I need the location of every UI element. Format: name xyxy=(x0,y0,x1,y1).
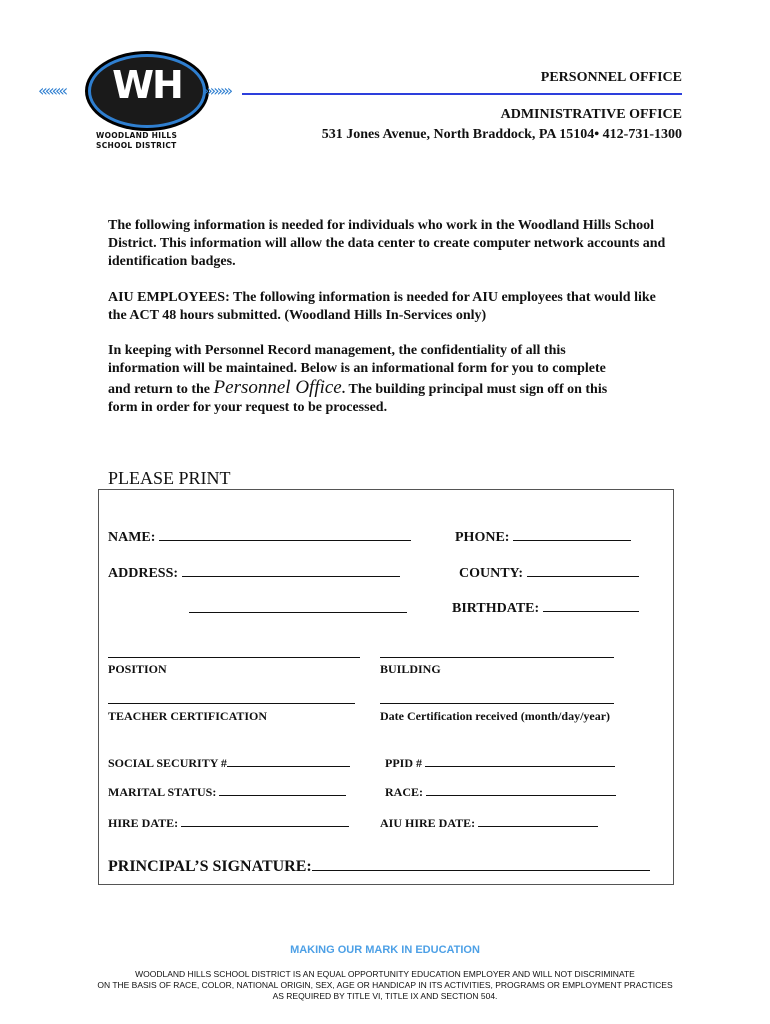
office-title: PERSONNEL OFFICE xyxy=(540,70,682,85)
race-input-line[interactable] xyxy=(426,783,616,796)
county-field xyxy=(459,564,639,582)
address-input-line[interactable] xyxy=(182,564,400,577)
logo-school-name-line2: SCHOOL DISTRICT xyxy=(96,141,177,150)
position-input-line[interactable] xyxy=(108,657,360,658)
principal-signature-field xyxy=(108,857,650,876)
intro-return-text: and return to the xyxy=(108,382,214,397)
header-divider xyxy=(242,93,682,95)
intro-paragraph-3-line1: In keeping with Personnel Record management, the confidentiality of all this xyxy=(108,343,566,358)
name-input-line[interactable] xyxy=(159,528,411,541)
name-field xyxy=(108,528,411,546)
race-field xyxy=(385,783,616,800)
ssn-input-line[interactable] xyxy=(227,754,350,767)
aiu-hire-date-field xyxy=(380,814,598,831)
ppid-label: PPID # xyxy=(385,756,422,770)
disclaimer-line1: WOODLAND HILLS SCHOOL DISTRICT IS AN EQUAL OPPORTUNITY EDUCATION EMPLOYER AND WILL NOT DISCRIMINATE xyxy=(135,969,635,979)
footer-motto: MAKING OUR MARK IN EDUCATION xyxy=(290,944,480,956)
office-address: 531 Jones Avenue, North Braddock, PA 15104• 412-731-1300 xyxy=(321,127,682,142)
logo-emblem xyxy=(88,54,206,128)
intro-paragraph-3-line2: information will be maintained. Below is an informational form for you to complete xyxy=(108,361,606,376)
intro-paragraph-2: AIU EMPLOYEES: The following information is needed for AIU employees that would like the ACT 48 hours submitted. (Woodland Hills In-Services only) xyxy=(108,290,656,323)
county-label: COUNTY: xyxy=(459,566,524,581)
intro-paragraph-1: The following information is needed for individuals who work in the Woodland Hills School District. This information will allow the data center to create computer network accounts and identification badges. xyxy=(108,218,666,269)
logo-school-name-line1: WOODLAND HILLS xyxy=(96,131,178,140)
date-cert-label: Date Certification received (month/day/year) xyxy=(380,709,611,723)
logo-letters: WH xyxy=(112,63,182,107)
teacher-cert-label: TEACHER CERTIFICATION xyxy=(108,709,268,723)
building-input-line[interactable] xyxy=(380,657,614,658)
laurel-right-icon: ›››››››› xyxy=(203,81,231,100)
hire-date-input-line[interactable] xyxy=(181,814,349,827)
ppid-field xyxy=(385,754,615,771)
phone-label: PHONE: xyxy=(455,530,510,545)
disclaimer-line3: AS REQUIRED BY TITLE VI, TITLE IX AND SECTION 504. xyxy=(272,991,498,1001)
race-label: RACE: xyxy=(385,785,423,799)
intro-paragraph-3 xyxy=(108,342,668,417)
disclaimer-line2: ON THE BASIS OF RACE, COLOR, NATIONAL ORIGIN, SEX, AGE OR HANDICAP IN ITS ACTIVITIES, PROGRAMS OR EMPLOYMENT PRACTICES xyxy=(97,980,673,990)
logo-school-name xyxy=(96,131,246,151)
teacher-cert-input-line[interactable] xyxy=(108,703,355,704)
county-input-line[interactable] xyxy=(527,564,639,577)
principal-signature-label: PRINCIPAL’S SIGNATURE: xyxy=(108,858,312,875)
please-print-heading: PLEASE PRINT xyxy=(108,468,231,488)
address-label: ADDRESS: xyxy=(108,566,179,581)
intro-paragraph-3-line3 xyxy=(108,379,668,399)
birthdate-field xyxy=(452,599,639,617)
aiu-hire-date-label: AIU HIRE DATE: xyxy=(380,816,476,830)
address-field xyxy=(108,564,400,582)
name-label: NAME: xyxy=(108,530,156,545)
building-label: BUILDING xyxy=(380,662,441,676)
ssn-field xyxy=(108,754,350,771)
admin-office-title: ADMINISTRATIVE OFFICE xyxy=(500,107,682,122)
birthdate-label: BIRTHDATE: xyxy=(452,601,540,616)
marital-field xyxy=(108,783,346,800)
address-line2-input-line[interactable] xyxy=(189,612,407,613)
principal-signature-line[interactable] xyxy=(312,857,650,871)
position-label: POSITION xyxy=(108,662,167,676)
phone-field xyxy=(455,528,631,546)
marital-input-line[interactable] xyxy=(219,783,346,796)
intro-signoff-text: . The building principal must sign off on this xyxy=(341,382,608,397)
date-cert-input-line[interactable] xyxy=(380,703,614,704)
aiu-hire-date-input-line[interactable] xyxy=(478,814,598,827)
hire-date-field xyxy=(108,814,349,831)
ppid-input-line[interactable] xyxy=(425,754,615,767)
ssn-label: SOCIAL SECURITY # xyxy=(108,756,227,770)
intro-paragraph-3-line4: form in order for your request to be processed. xyxy=(108,400,388,415)
district-logo xyxy=(38,52,250,152)
marital-label: MARITAL STATUS: xyxy=(108,785,217,799)
laurel-left-icon: ‹‹‹‹‹‹‹‹ xyxy=(38,81,66,100)
personnel-office-emphasis: Personnel Office xyxy=(213,377,342,398)
hire-date-label: HIRE DATE: xyxy=(108,816,179,830)
birthdate-input-line[interactable] xyxy=(543,599,639,612)
phone-input-line[interactable] xyxy=(513,528,631,541)
